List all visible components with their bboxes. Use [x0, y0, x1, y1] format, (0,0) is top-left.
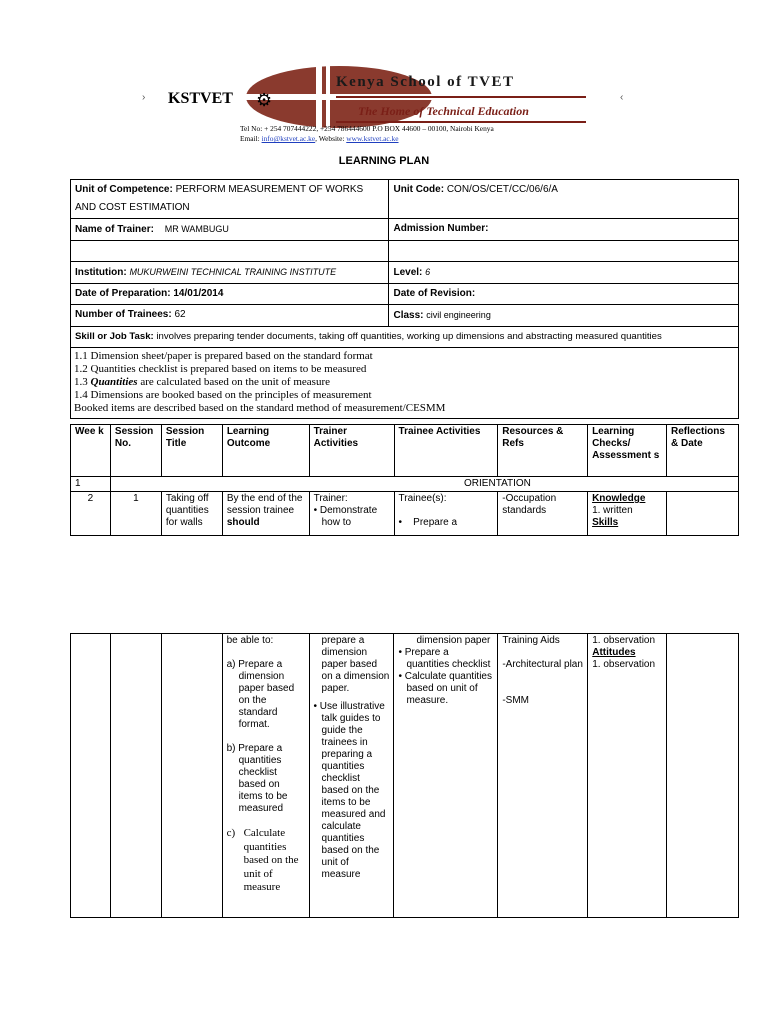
trainee-text: dimension paper [416, 635, 491, 646]
website-link[interactable]: www.kstvet.ac.ke [346, 134, 399, 143]
criteria-item: 1.2 Quantities checklist is prepared based on items to be measured [74, 363, 367, 375]
col-header-trainee: Trainee Activities [394, 425, 498, 477]
trainee-label: Trainee(s): [398, 493, 447, 504]
class-cell [389, 305, 739, 327]
emblem-stripe-v2 [326, 64, 330, 130]
outcome-intro: be able to: [226, 635, 274, 646]
outcome-item-a: a) Prepare a dimension paper based on the standard format. [226, 659, 295, 730]
col-header-trainer: Trainer Activities [309, 425, 394, 477]
revision-cell [389, 284, 739, 305]
level-value: 6 [425, 267, 431, 277]
institution-label: Institution: [75, 267, 127, 278]
trainer-cell [71, 219, 389, 241]
prep-date-cell [71, 284, 389, 305]
tel-line: Tel No: + 254 707444222, +254 786444600 P.O BOX 44600 – 00100, Nairobi Kenya [240, 124, 494, 133]
info-table [70, 179, 739, 419]
right-edge-mark: ‹ [620, 92, 624, 103]
header-rule-bottom [336, 121, 586, 123]
email-link[interactable]: info@kstvet.ac.ke [261, 134, 316, 143]
website-label: , Website: [315, 134, 347, 143]
unit-code-value: CON/OS/CET/CC/06/6/A [446, 184, 558, 195]
criteria-item: 1.4 Dimensions are booked based on the principles of measurement [74, 389, 372, 401]
trainer-value: MR WAMBUGU [164, 224, 229, 234]
reflections-cell [667, 634, 739, 918]
col-header-outcome: Learning Outcome [222, 425, 309, 477]
session-title-cell [161, 634, 222, 918]
outcome-text: By the end of the session trainee [226, 493, 303, 516]
table-row [71, 348, 739, 419]
page-title: LEARNING PLAN [338, 155, 430, 167]
resources-cell [498, 634, 588, 918]
trainer-bullet-text: Demonstrate how to [319, 505, 378, 528]
outcome-c-num: c) [226, 827, 236, 839]
orientation-row [71, 477, 739, 492]
trainee-activities-cell [394, 492, 498, 536]
checks-cell [588, 492, 667, 536]
trainer-activities-cell [309, 634, 394, 918]
criteria-item: 1.1 Dimension sheet/paper is prepared based on the standard format [74, 350, 373, 362]
skill-label: Skill or Job Task: [75, 331, 154, 342]
emblem-stripe-v [316, 64, 322, 130]
admission-label: Admission Number: [393, 223, 489, 234]
unit-competence-cell [71, 180, 389, 219]
admission-cell [389, 219, 739, 241]
orientation-label: ORIENTATION [110, 477, 738, 492]
col-header-week: Wee k [71, 425, 111, 477]
outcome-cell [222, 634, 309, 918]
criteria-item: Booked items are described based on the standard method of measurement/CESMM [74, 402, 446, 414]
class-value: civil engineering [426, 310, 491, 320]
table-row [71, 327, 739, 348]
attitudes-heading: Attitudes [592, 647, 636, 658]
trainees-value: 62 [174, 309, 186, 320]
left-edge-mark: › [142, 92, 146, 103]
knowledge-heading: Knowledge [592, 493, 646, 504]
outcome-item-b: b) Prepare a quantities checklist based on items to be measured [226, 743, 288, 814]
unit-competence-value: PERFORM MEASUREMENT OF WORKS [175, 184, 364, 195]
kstvet-letterhead [140, 38, 628, 146]
institution-name: Kenya School of TVET [336, 74, 515, 90]
criteria-item [74, 376, 735, 389]
trainer-label: Trainer: [313, 493, 348, 504]
trainee-bullet: • Prepare a [398, 517, 458, 528]
level-cell [389, 262, 739, 284]
outcome-bold: should [226, 517, 260, 528]
trainee-activities-cell [394, 634, 498, 918]
empty-cell [389, 241, 739, 262]
revision-label: Date of Revision: [393, 288, 476, 299]
reflections-cell [666, 492, 738, 536]
outcome-item-c [227, 827, 305, 895]
class-label: Class: [393, 310, 424, 321]
institution-tagline: The Home of Technical Education [358, 104, 529, 118]
resource-item: -SMM [502, 695, 529, 706]
skill-value: involves preparing tender documents, taking off quantities, working up dimensions and abstracting measured quantities [156, 331, 662, 342]
check-item: 1. written [592, 505, 633, 516]
table-row [71, 180, 739, 219]
col-header-reflections: Reflections & Date [666, 425, 738, 477]
session-cell [110, 634, 161, 918]
header-rule-top [336, 96, 586, 98]
criteria-text: are calculated based on the unit of measure [137, 376, 330, 388]
check-item: 1. observation [592, 635, 656, 646]
table-row [71, 241, 739, 262]
trainee-bullet: • Calculate quantities based on unit of measure. [398, 671, 492, 706]
week-cell [71, 634, 111, 918]
session-title-cell: Taking off quantities for walls [161, 492, 222, 536]
table-row [71, 492, 739, 536]
learning-plan-continuation [70, 633, 739, 918]
trainee-bullet-text: Prepare a quantities checklist [404, 647, 491, 670]
col-header-resources: Resources & Refs [498, 425, 588, 477]
checks-cell [588, 634, 667, 918]
performance-criteria-cell [71, 348, 739, 419]
trainer-activities-cell [309, 492, 394, 536]
institution-value: MUKURWEINI TECHNICAL TRAINING INSTITUTE [129, 267, 337, 277]
resource-item: -Architectural plan [502, 659, 583, 670]
prep-date-label: Date of Preparation: 14/01/2014 [75, 288, 224, 299]
col-header-session: Session No. [110, 425, 161, 477]
orientation-week: 1 [71, 477, 111, 492]
skills-heading: Skills [592, 517, 619, 528]
email-label: Email: [240, 134, 262, 143]
table-row [71, 262, 739, 284]
empty-cell [71, 241, 389, 262]
check-item: 1. observation [592, 659, 656, 670]
col-header-checks: Learning Checks/ Assessment s [588, 425, 667, 477]
trainee-bullet: • Prepare a quantities checklist [398, 647, 491, 670]
unit-code-cell [389, 180, 739, 219]
trainer-bullet-text: Use illustrative talk guides to guide the trainees in preparing a quantities checklist based on the items to be measured and calculate quantities based on the unit of measure [319, 701, 386, 880]
trainees-cell [71, 305, 389, 327]
unit-code-label: Unit Code: [393, 184, 445, 195]
table-row [71, 305, 739, 327]
session-cell: 1 [110, 492, 161, 536]
resource-item: Training Aids [502, 635, 560, 646]
unit-competence-value-2: AND COST ESTIMATION [75, 202, 190, 213]
unit-competence-label: Unit of Competence: [75, 184, 173, 195]
outcome-cell [222, 492, 309, 536]
trainer-label: Name of Trainer: [75, 224, 154, 235]
trainer-bullet: • Demonstrate how to [313, 505, 378, 528]
table-row [71, 284, 739, 305]
table-row [71, 219, 739, 241]
trainer-bullet: • Use illustrative talk guides to guide the trainees in preparing a quantities checklist based on the items to be measured and calculate quantities based on the unit of measure [313, 701, 386, 880]
resources-cell: -Occupation standards [498, 492, 588, 536]
table-header-row [71, 425, 739, 477]
email-line [240, 134, 494, 144]
col-header-title: Session Title [161, 425, 222, 477]
criteria-number: 1.3 [74, 376, 91, 388]
learning-plan-table [70, 424, 739, 536]
trainee-bullet-text: Prepare a [413, 517, 458, 528]
outcome-c-text: Calculate quantities based on the unit of measure [243, 827, 299, 893]
contact-info [240, 124, 494, 144]
logo-short-name: KSTVET [168, 90, 233, 107]
skill-cell [71, 327, 739, 348]
institution-cell [71, 262, 389, 284]
trainer-text: prepare a dimension paper based on a dimension paper. [321, 635, 390, 694]
gear-icon: ⚙ [256, 90, 273, 110]
criteria-keyword: Quantities [90, 376, 138, 388]
level-label: Level: [393, 267, 423, 278]
trainee-bullet-text: Calculate quantities based on unit of measure. [404, 671, 492, 706]
trainees-label: Number of Trainees: [75, 309, 172, 320]
week-cell: 2 [71, 492, 111, 536]
table-row [71, 634, 739, 918]
